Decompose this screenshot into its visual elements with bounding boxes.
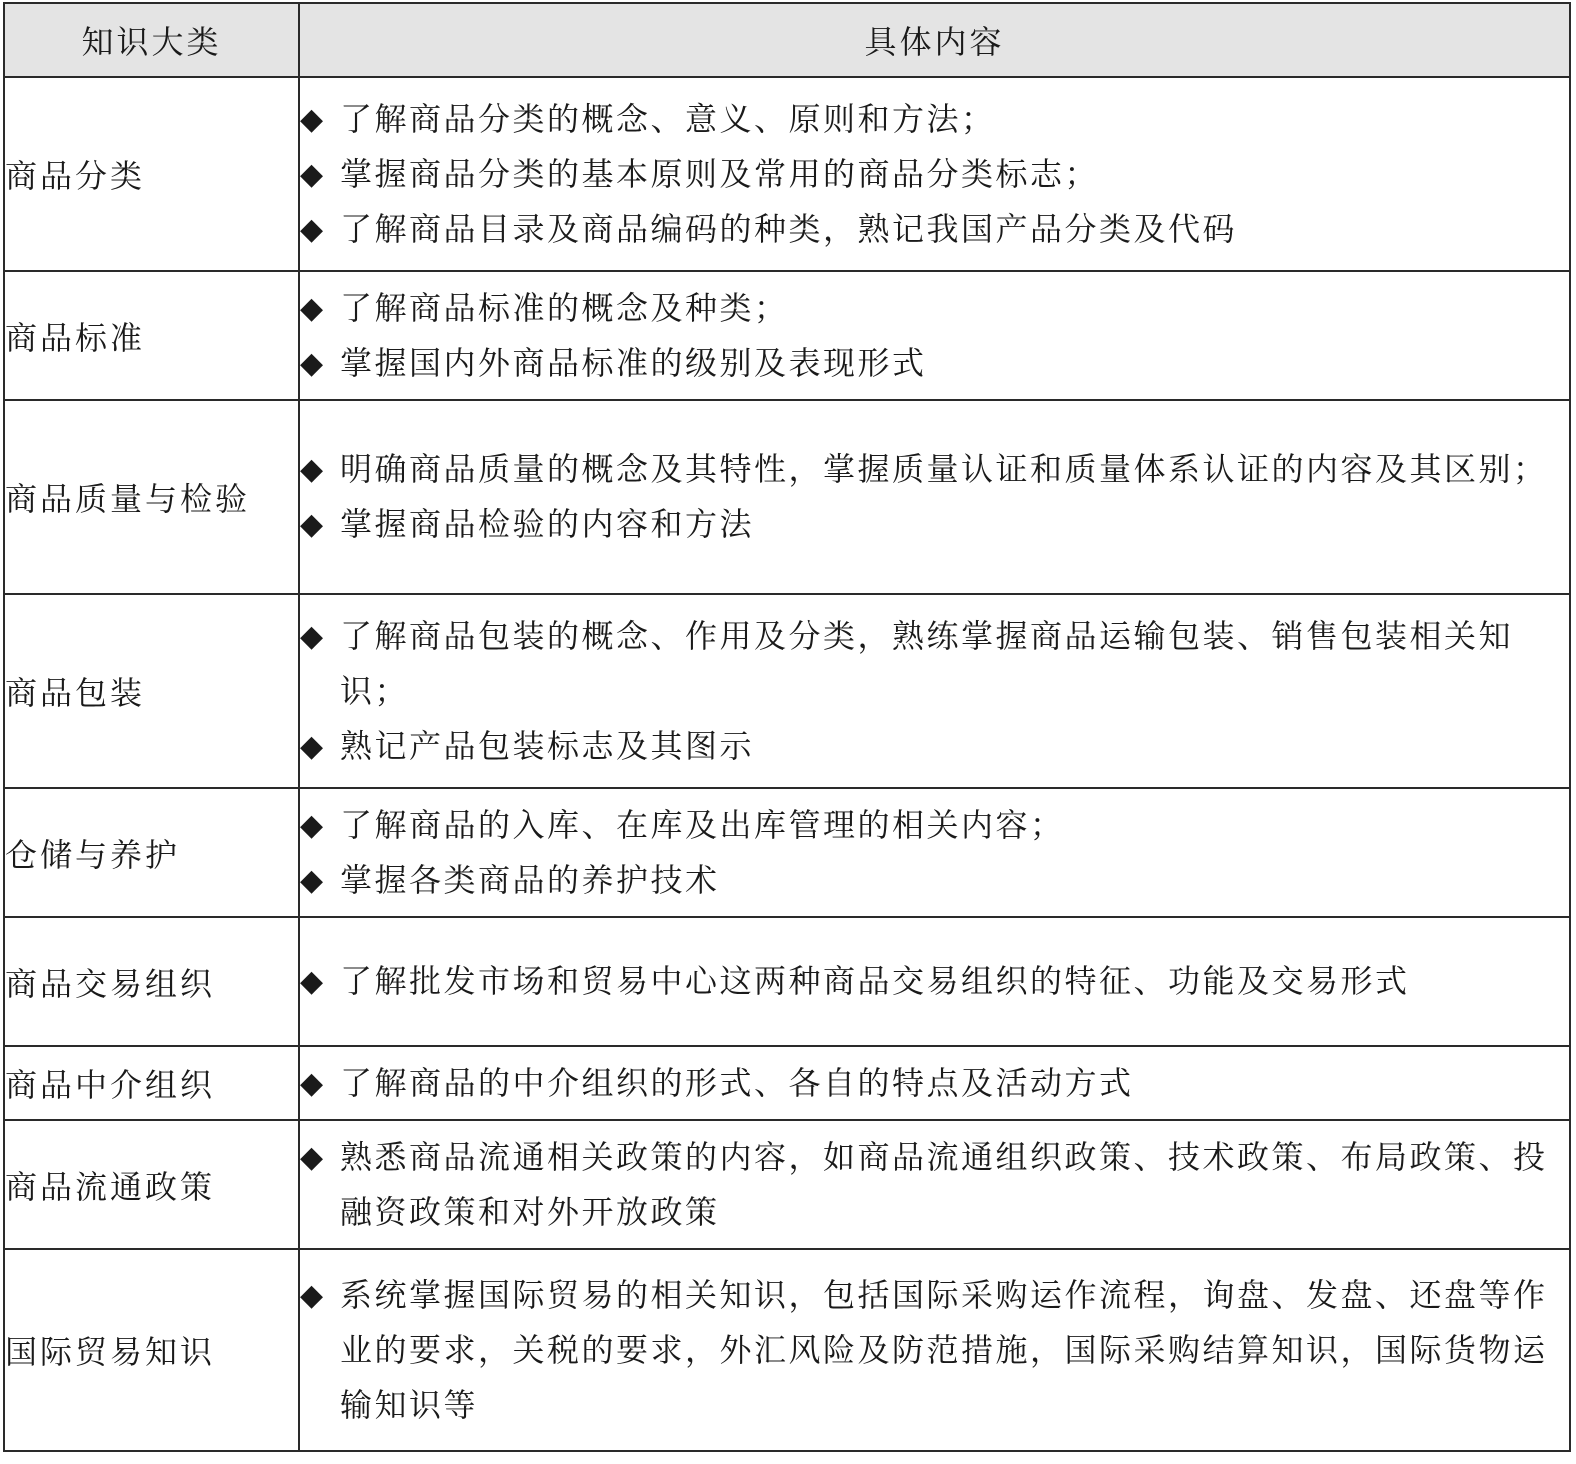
table-row [4,594,1570,788]
list-item [300,1130,1569,1240]
list-item [300,1056,1569,1111]
diamond-bullet-icon: ◆ [300,507,326,542]
bullet-list [300,954,1569,1009]
table-body [4,77,1570,1451]
item-text: 掌握国内外商品标准的级别及表现形式 [340,343,927,382]
diamond-bullet-icon: ◆ [300,964,326,999]
category-cell: 商品中介组织 [4,1046,299,1120]
bullet-list [300,1268,1569,1433]
content-cell [299,271,1570,400]
list-item [300,853,1569,908]
item-text: 熟悉商品流通相关政策的内容，如商品流通组织政策、技术政策、布局政策、投融资政策和对外开放政策 [340,1137,1548,1231]
category-cell: 国际贸易知识 [4,1249,299,1451]
list-item [300,92,1569,147]
diamond-bullet-icon: ◆ [300,290,326,326]
category-cell: 商品分类 [4,77,299,271]
item-text: 了解商品目录及商品编码的种类，熟记我国产品分类及代码 [340,209,1238,248]
item-text: 熟记产品包装标志及其图示 [340,726,755,765]
category-cell: 商品交易组织 [4,917,299,1046]
bullet-list [300,281,1569,391]
list-item [300,719,1569,774]
item-text: 掌握商品检验的内容和方法 [340,505,755,543]
diamond-bullet-icon: ◆ [300,618,326,654]
item-text: 明确商品质量的概念及其特性，掌握质量认证和质量体系认证的内容及其区别； [340,450,1548,488]
category-cell: 仓储与养护 [4,788,299,917]
table-row [4,271,1570,400]
table-row [4,1046,1570,1120]
content-cell [299,917,1570,1046]
item-text: 掌握各类商品的养护技术 [340,860,720,899]
table-row [4,1249,1570,1451]
diamond-bullet-icon: ◆ [300,211,326,247]
category-cell: 商品流通政策 [4,1120,299,1249]
item-text: 了解批发市场和贸易中心这两种商品交易组织的特征、功能及交易形式 [340,962,1410,1000]
table-header [4,3,1570,77]
list-item [300,1268,1569,1433]
item-text: 掌握商品分类的基本原则及常用的商品分类标志； [340,154,1100,193]
diamond-bullet-icon: ◆ [300,1277,326,1313]
list-item [300,497,1569,552]
list-item [300,442,1569,497]
item-text: 了解商品的中介组织的形式、各自的特点及活动方式 [340,1063,1134,1102]
bullet-list [300,609,1569,774]
content-cell [299,1249,1570,1451]
item-text: 了解商品分类的概念、意义、原则和方法； [340,99,996,138]
diamond-bullet-icon: ◆ [300,1065,326,1101]
table-row [4,400,1570,594]
list-item [300,954,1569,1009]
category-cell: 商品包装 [4,594,299,788]
diamond-bullet-icon: ◆ [300,807,326,843]
bullet-list [300,1130,1569,1240]
header-row [4,3,1570,77]
table-row [4,77,1570,271]
bullet-list [300,442,1569,552]
category-cell: 商品质量与检验 [4,400,299,594]
content-cell [299,400,1570,594]
category-cell: 商品标准 [4,271,299,400]
bullet-list [300,798,1569,908]
list-item [300,202,1569,257]
bullet-list [300,92,1569,257]
header-category: 知识大类 [4,3,299,77]
content-cell [299,594,1570,788]
diamond-bullet-icon: ◆ [300,452,326,487]
knowledge-table [3,2,1571,1452]
table-row [4,788,1570,917]
diamond-bullet-icon: ◆ [300,345,326,381]
content-cell [299,788,1570,917]
diamond-bullet-icon: ◆ [300,156,326,192]
diamond-bullet-icon: ◆ [300,728,326,764]
table-row [4,1120,1570,1249]
list-item [300,336,1569,391]
list-item [300,798,1569,853]
item-text: 了解商品标准的概念及种类； [340,288,789,327]
item-text: 系统掌握国际贸易的相关知识，包括国际采购运作流程，询盘、发盘、还盘等作业的要求，关税的要求，外汇风险及防范措施，国际采购结算知识，国际货物运输知识等 [340,1275,1548,1424]
list-item [300,147,1569,202]
table-row [4,917,1570,1046]
item-text: 了解商品的入库、在库及出库管理的相关内容； [340,805,1065,844]
bullet-list [300,1056,1569,1111]
diamond-bullet-icon: ◆ [300,1139,326,1175]
content-cell [299,1120,1570,1249]
content-cell [299,1046,1570,1120]
item-text: 了解商品包装的概念、作用及分类，熟练掌握商品运输包装、销售包装相关知识； [340,616,1514,710]
content-cell [299,77,1570,271]
diamond-bullet-icon: ◆ [300,862,326,898]
list-item [300,609,1569,719]
diamond-bullet-icon: ◆ [300,101,326,137]
list-item [300,281,1569,336]
header-content: 具体内容 [299,3,1570,77]
